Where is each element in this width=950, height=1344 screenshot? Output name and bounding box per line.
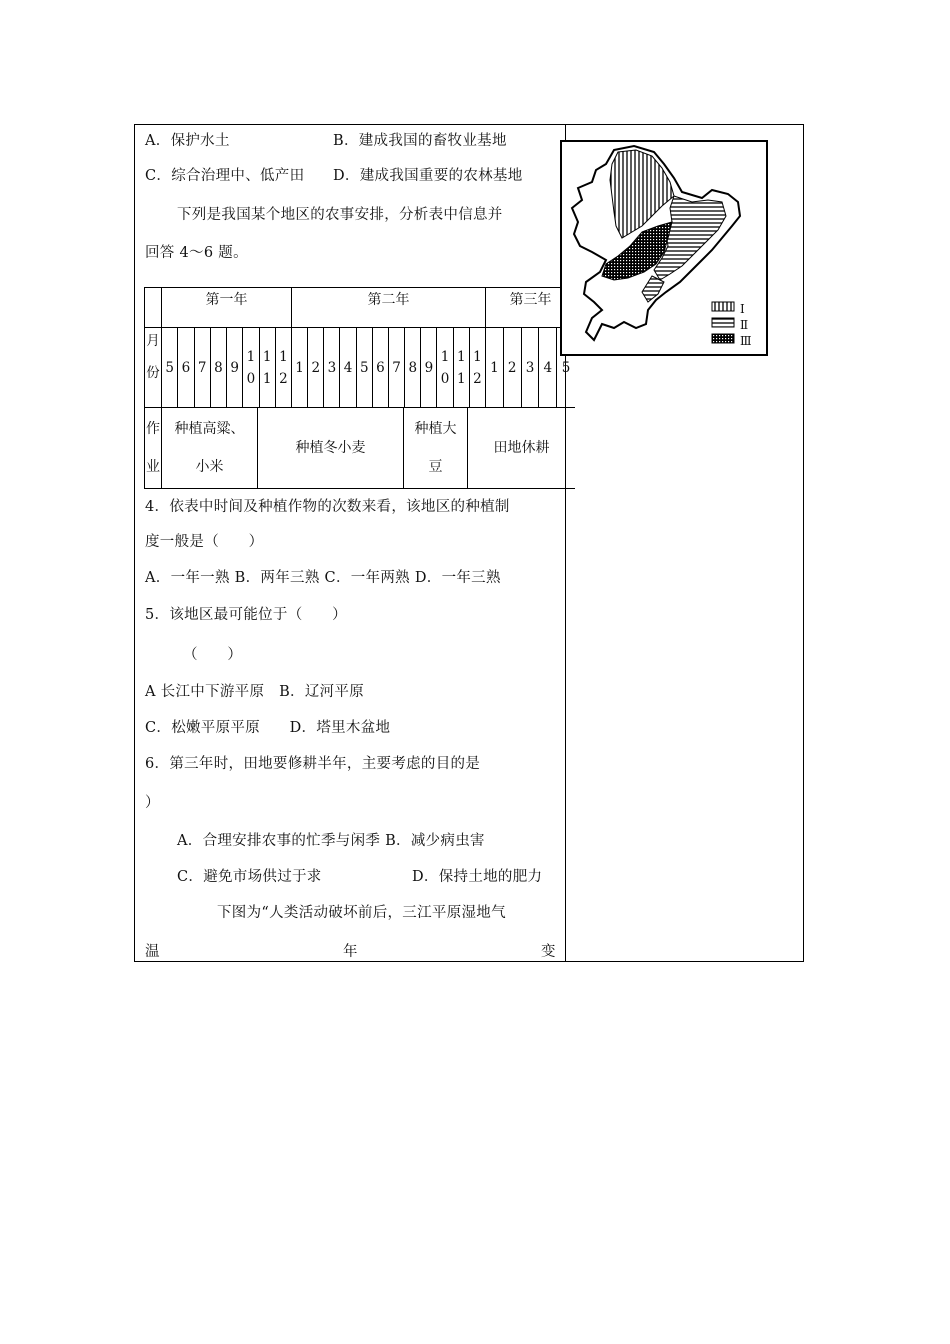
map-drawing <box>562 142 766 354</box>
task-winter-wheat: 种植冬小麦 <box>258 408 404 488</box>
q6-stem: 6．第三年时，田地要修耕半年，主要考虑的目的是 <box>145 756 481 772</box>
month-cell: 6 <box>178 328 194 407</box>
work-label: 作 业 <box>145 408 162 488</box>
next-word-3: 变 <box>541 944 556 960</box>
next-intro-line: 下图为“人类活动破坏前后，三江平原湿地气 <box>217 905 506 921</box>
month-cell: 4 <box>341 328 357 407</box>
month-cell: 2 <box>504 328 522 407</box>
q5-options-1: A 长江中下游平原 B．辽河平原 <box>145 684 365 700</box>
next-word-1: 温 <box>145 944 160 960</box>
q6-stem-end: ） <box>145 795 160 811</box>
schedule-corner <box>145 288 162 327</box>
next-word-2: 年 <box>343 944 358 960</box>
legend-label-2: Ⅱ <box>740 318 749 332</box>
option-a-q3: A．保护水土 <box>145 133 230 149</box>
year-3-header: 第三年 <box>509 292 552 308</box>
q6-options-2a: C．避免市场供过于求 <box>177 869 322 885</box>
q4-stem-2: 度一般是（ ） <box>145 534 264 550</box>
q5-blank: （ ） <box>183 647 243 663</box>
sanjiang-plain-map <box>560 140 768 356</box>
month-cell: 9 <box>421 328 437 407</box>
intro-line-1: 下列是我国某个地区的农事安排，分析表中信息并 <box>177 207 503 223</box>
task-sorghum-millet: 种植高粱、 小米 <box>162 408 258 488</box>
month-cell: 3 <box>522 328 540 407</box>
month-cell: 9 <box>227 328 243 407</box>
intro-line-2: 回答 4～6 题。 <box>145 245 248 261</box>
q5-options-2: C．松嫩平原平原 D．塔里木盆地 <box>145 720 391 736</box>
month-cell: 4 <box>539 328 557 407</box>
month-cell: 2 <box>308 328 324 407</box>
month-cell: 5 <box>162 328 178 407</box>
legend-label-3: Ⅲ <box>740 334 752 348</box>
farming-schedule-table <box>144 287 575 489</box>
q4-options: A．一年一熟 B．两年三熟 C．一年两熟 D．一年三熟 <box>145 570 501 586</box>
left-column <box>135 124 571 962</box>
legend-swatch-3 <box>712 334 734 343</box>
month-cell: 5 <box>357 328 373 407</box>
month-label: 月 份 <box>145 328 162 407</box>
q6-options-1: A．合理安排农事的忙季与闲季 B．减少病虫害 <box>177 833 485 849</box>
legend-swatch-1 <box>712 302 734 311</box>
year-2-header: 第二年 <box>292 288 486 327</box>
month-cell: 1 2 <box>470 328 486 407</box>
option-b-q3: B．建成我国的畜牧业基地 <box>333 133 507 149</box>
month-cell: 1 0 <box>243 328 259 407</box>
option-c-q3: C．综合治理中、低产田 <box>145 168 305 184</box>
month-cell: 1 0 <box>438 328 454 407</box>
month-cell: 7 <box>195 328 211 407</box>
month-cell: 1 1 <box>260 328 276 407</box>
option-d-q3: D．建成我国重要的农林基地 <box>333 168 523 184</box>
task-soybean: 种植大 豆 <box>404 408 468 488</box>
task-fallow: 田地休耕 <box>493 440 550 456</box>
month-cell: 5 <box>561 359 571 376</box>
month-cell: 8 <box>211 328 227 407</box>
month-cell: 7 <box>389 328 405 407</box>
month-cell: 1 <box>292 328 308 407</box>
legend-swatch-2 <box>712 318 734 327</box>
q5-stem: 5．该地区最可能位于（ ） <box>145 607 347 623</box>
month-cell: 6 <box>373 328 389 407</box>
month-cell: 1 2 <box>276 328 292 407</box>
q6-options-2b: D．保持土地的肥力 <box>412 869 543 885</box>
month-cell: 3 <box>324 328 340 407</box>
year-1-header: 第一年 <box>162 288 292 327</box>
month-cell: 1 <box>486 328 504 407</box>
legend-label-1: Ⅰ <box>740 302 745 316</box>
month-cell: 8 <box>405 328 421 407</box>
month-cell: 1 1 <box>454 328 470 407</box>
q4-stem-1: 4．依表中时间及种植作物的次数来看，该地区的种植制 <box>145 499 510 515</box>
